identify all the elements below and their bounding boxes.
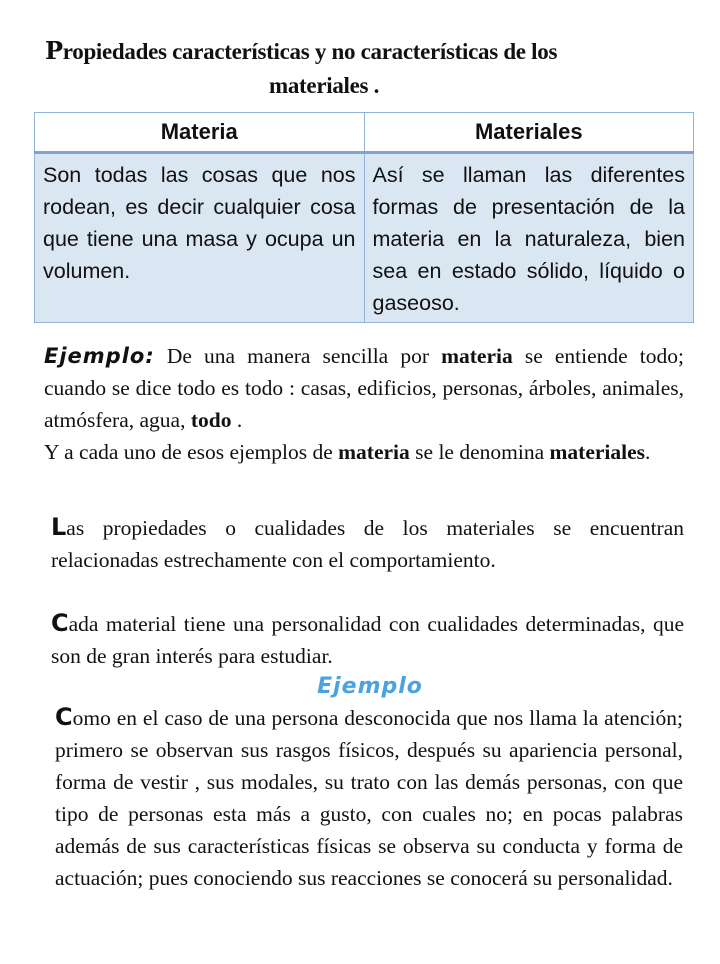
title-line-1: Propiedades características y no características de los [45, 36, 558, 65]
title-line-2: materiales . [269, 73, 380, 98]
bold-materia-2: materia [338, 440, 410, 464]
example-2-drop-cap: C [55, 703, 73, 731]
bold-materiales: materiales [549, 440, 646, 464]
table-header-row [35, 113, 694, 153]
table-row [35, 153, 694, 323]
definitions-table [34, 112, 694, 323]
personality-paragraph: Cada material tiene una personalidad con cualidades determinadas, que son de gran interés para estudiar. [51, 609, 684, 668]
page-title [45, 34, 685, 103]
cell-materia-definition: Son todas las cosas que nos rodean, es decir cualquier cosa que tiene una masa y ocupa un volumen. [35, 153, 365, 323]
cell-materiales-definition: Así se llaman las diferentes formas de presentación de la materia en la naturaleza, bien sea en estado sólido, líquido o gaseoso. [364, 153, 694, 323]
bold-todo: todo [190, 408, 232, 432]
example-1-paragraph: Ejemplo: De una manera sencilla por materia se entiende todo; cuando se dice todo es todo : casas, edificios, personas, árboles, animales, atmósfera, agua, todo . Y a cada uno de esos ejemplos de materia se le denomina materiales. [44, 344, 684, 464]
example-1-label: Ejemplo: [44, 344, 155, 368]
title-drop-cap: P [45, 36, 63, 65]
personality-drop-cap: C [51, 609, 69, 637]
properties-paragraph: Las propiedades o cualidades de los materiales se encuentran relacionadas estrechamente con el comportamiento. [51, 513, 684, 572]
example-2-heading: Ejemplo [317, 674, 423, 699]
header-materia: Materia [35, 113, 365, 153]
bold-materia: materia [441, 344, 513, 368]
example-2-paragraph: Como en el caso de una persona desconocida que nos llama la atención; primero se observan sus rasgos físicos, después su apariencia personal, forma de vestir , sus modales, su trato con las demás personas, con que tipo de personas esta más a gusto, con cuales no; en pocas palabras además de sus características físicas se observa su conducta y forma de actuación; pues conociendo sus reacciones se conocerá su personalidad. [55, 703, 683, 890]
header-materiales: Materiales [364, 113, 694, 153]
properties-drop-cap: L [51, 513, 67, 541]
